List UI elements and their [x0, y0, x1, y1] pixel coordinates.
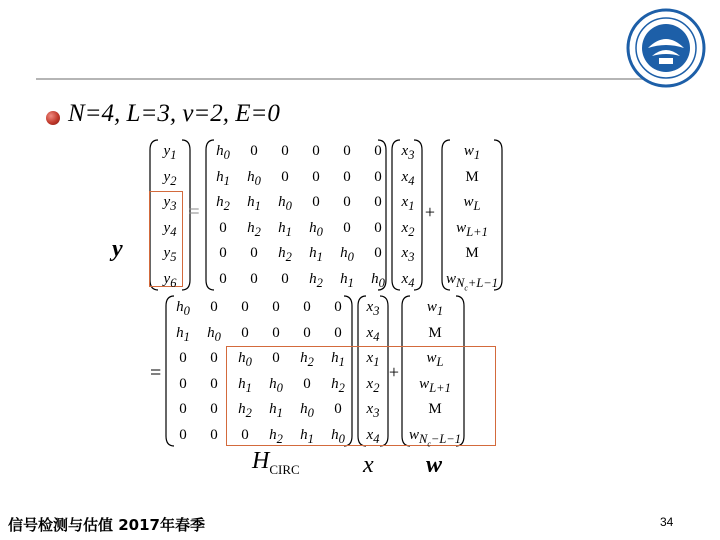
- h-entry: 0: [343, 219, 351, 236]
- eq-sign: =: [150, 362, 162, 384]
- h-entry: 0: [241, 426, 249, 443]
- w-entry: M: [465, 245, 479, 261]
- h-entry: $h_2$: [309, 270, 323, 290]
- bullet-icon: [46, 111, 60, 125]
- h-entry: 0: [343, 194, 351, 210]
- h-circ-label-sub: CIRC: [269, 461, 300, 477]
- x-entry: $x_3$: [401, 245, 415, 264]
- eq-sign: =: [188, 201, 200, 223]
- h-entry: 0: [179, 426, 187, 443]
- h-entry: 0: [241, 299, 249, 315]
- h-entry: 0: [312, 143, 320, 159]
- h-circ-label: [252, 448, 300, 478]
- h-entry: $h_2$: [331, 375, 345, 395]
- h-entry: $h_0$: [207, 324, 221, 344]
- h-entry: $h_0$: [238, 350, 252, 369]
- x-entry: $x_4$: [366, 426, 380, 446]
- h-entry: $h_0$: [247, 168, 261, 188]
- w-label: w: [426, 452, 443, 478]
- h-entry: 0: [210, 401, 218, 417]
- h-entry: 0: [272, 324, 280, 341]
- h-entry: $h_1$: [269, 401, 283, 420]
- h-entry: $h_2$: [247, 219, 261, 239]
- h-entry: 0: [250, 245, 258, 261]
- x-entry: $x_1$: [366, 350, 380, 369]
- y-vector-label: y: [112, 236, 123, 262]
- x-entry: $x_3$: [366, 401, 380, 420]
- h-entry: 0: [272, 299, 280, 315]
- h-entry: $h_2$: [216, 194, 230, 213]
- h-entry: $h_1$: [340, 270, 354, 290]
- h-entry: 0: [281, 143, 289, 159]
- h-entry: 0: [343, 168, 351, 185]
- w-entry: $w_{N_c-L-1}$: [409, 426, 461, 448]
- h-entry: 0: [219, 245, 227, 261]
- x-entry: $x_4$: [401, 168, 415, 188]
- x-entry: $x_2$: [366, 375, 380, 395]
- h-entry: 0: [312, 194, 320, 210]
- w-entry: $w_{L+1}$: [419, 375, 451, 395]
- w-entry: $w_L$: [426, 350, 444, 369]
- h-entry: 0: [374, 219, 382, 236]
- footer-text: 信号检测与估值 2017年春季: [8, 516, 205, 534]
- w-entry: $w_1$: [426, 299, 444, 318]
- h-entry: 0: [179, 401, 187, 417]
- h-entry: 0: [210, 299, 218, 315]
- h-entry: 0: [334, 324, 342, 341]
- w-entry: M: [428, 401, 442, 417]
- plus-sign: +: [424, 202, 436, 222]
- w-entry: $w_{L+1}$: [456, 219, 488, 239]
- y-entry: $y_3$: [163, 194, 177, 213]
- h-entry: 0: [374, 143, 382, 159]
- title-divider: [36, 78, 644, 80]
- university-seal-logo: [626, 8, 706, 88]
- h-entry: 0: [219, 270, 227, 287]
- y-entry: $y_4$: [163, 219, 177, 239]
- h-entry: $h_1$: [247, 194, 261, 213]
- h-entry: 0: [334, 401, 342, 417]
- h-entry: $h_2$: [238, 401, 252, 420]
- h-entry: $h_0$: [269, 375, 283, 395]
- w-entry: $w_1$: [463, 143, 481, 162]
- h-entry: 0: [210, 426, 218, 443]
- h-entry: $h_1$: [278, 219, 292, 239]
- h-entry: 0: [210, 350, 218, 366]
- h-entry: $h_0$: [278, 194, 292, 213]
- x-entry: $x_2$: [401, 219, 415, 239]
- y-entry: $y_1$: [163, 143, 177, 162]
- h-entry: $h_1$: [238, 375, 252, 395]
- h-entry: $h_0$: [340, 245, 354, 264]
- h-entry: $h_0$: [331, 426, 345, 446]
- h-entry: 0: [179, 375, 187, 392]
- y-entry: $y_5$: [163, 245, 177, 264]
- h-entry: 0: [374, 168, 382, 185]
- h-entry: $h_1$: [300, 426, 314, 446]
- h-entry: $h_2$: [300, 350, 314, 369]
- h-entry: 0: [374, 194, 382, 210]
- x-entry: $x_3$: [366, 299, 380, 318]
- h-entry: $h_1$: [331, 350, 345, 369]
- y-entry: $y_6$: [163, 270, 177, 290]
- w-entry: M: [428, 324, 442, 341]
- h-entry: 0: [374, 245, 382, 261]
- h-entry: 0: [241, 324, 249, 341]
- h-entry: $h_0$: [309, 219, 323, 239]
- x-entry: $x_4$: [401, 270, 415, 290]
- h-entry: 0: [343, 143, 351, 159]
- page-number: 34: [660, 515, 674, 529]
- h-entry: $h_1$: [216, 168, 230, 188]
- h-entry: 0: [281, 168, 289, 185]
- x-label: x: [363, 452, 374, 478]
- h-entry: $h_0$: [176, 299, 190, 318]
- w-entry: M: [465, 168, 479, 185]
- slide-heading: N=4, L=3, v=2, E=0: [68, 100, 280, 127]
- h-entry: $h_1$: [309, 245, 323, 264]
- w-entry: $w_{N_c+L-1}$: [446, 270, 498, 292]
- h-entry: 0: [179, 350, 187, 366]
- h-entry: 0: [210, 375, 218, 392]
- x-entry: $x_1$: [401, 194, 415, 213]
- h-entry: 0: [272, 350, 280, 366]
- x-entry: $x_3$: [401, 143, 415, 162]
- h-circ-label-main: H: [252, 448, 270, 474]
- x-entry: $x_4$: [366, 324, 380, 344]
- h-entry: 0: [303, 375, 311, 392]
- h-entry: 0: [334, 299, 342, 315]
- h-entry: 0: [312, 168, 320, 185]
- h-entry: 0: [303, 324, 311, 341]
- w-entry: $w_L$: [463, 194, 481, 213]
- h-entry: 0: [250, 270, 258, 287]
- plus-sign: +: [388, 362, 400, 382]
- h-entry: $h_0$: [300, 401, 314, 420]
- h-entry: 0: [303, 299, 311, 315]
- h-entry: $h_2$: [269, 426, 283, 446]
- h-entry: 0: [219, 219, 227, 236]
- h-entry: 0: [281, 270, 289, 287]
- h-entry: 0: [250, 143, 258, 159]
- h-entry: $h_0$: [216, 143, 230, 162]
- h-entry: $h_2$: [278, 245, 292, 264]
- h-entry: $h_1$: [176, 324, 190, 344]
- h-entry: $h_0$: [371, 270, 385, 290]
- y-entry: $y_2$: [163, 168, 177, 188]
